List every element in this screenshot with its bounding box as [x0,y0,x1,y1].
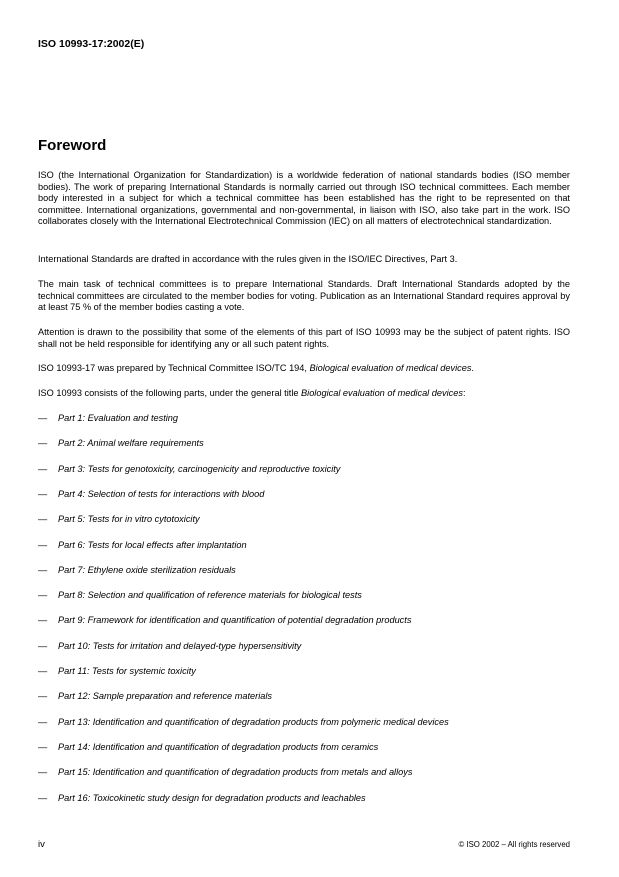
page-title: Foreword [38,137,107,154]
part-title: Part 3: Tests for genotoxicity, carcinogenicity and reproductive toxicity [58,463,341,474]
part-title: Part 13: Identification and quantification of degradation products from polymeric medical devices [58,716,449,727]
paragraph-prepared-by [38,363,570,375]
paragraph-directives: International Standards are drafted in accordance with the rules given in the ISO/IEC Directives, Part 3. [38,254,458,264]
list-dash: — [38,590,48,601]
list-item [38,641,578,653]
list-dash: — [38,640,48,651]
list-dash: — [38,666,48,676]
document-id-header: ISO 10993-17:2002(E) [38,38,145,50]
part-title: Part 5: Tests for in vitro cytotoxicity [58,514,200,525]
list-item [38,464,578,476]
list-dash: — [38,792,48,803]
list-item [38,489,578,501]
prepared-by-text: ISO 10993-17 was prepared by Technical Committee ISO/TC 194, [38,363,310,373]
copyright-notice: © ISO 2002 – All rights reserved [458,840,570,849]
parts-intro-text: ISO 10993 consists of the following parts, under the general title [38,388,302,398]
list-dash: — [38,615,48,626]
paragraph-main-task: The main task of technical committees is to prepare International Standards. Draft International Standards adopted by the technical committees are circulated to the member bodies for voting. Publication as an International Standard requires approval by at least 75 % of the member bodies casting a vote. [38,279,570,313]
paragraph-patent-rights: Attention is drawn to the possibility that some of the elements of this part of ISO 10993 may be the subject of patent rights. ISO shall not be held responsible for identifying any or all such patent rights. [38,327,570,349]
list-item [38,767,578,779]
list-dash: — [38,438,48,449]
list-dash: — [38,564,48,575]
parts-intro-suffix: : [462,388,466,398]
list-item [38,438,578,450]
list-item [38,793,578,805]
part-title: Part 9: Framework for identification and quantification of potential degradation products [58,615,412,626]
list-dash: — [38,767,48,778]
list-item [38,540,578,552]
list-item [38,666,578,678]
list-dash: — [38,488,48,499]
part-title: Part 10: Tests for irritation and delayed-type hypersensitivity [58,640,302,651]
list-dash: — [38,413,48,423]
list-dash: — [38,539,48,550]
part-title: Part 11: Tests for systemic toxicity [58,666,196,676]
list-dash: — [38,741,48,752]
part-title: Part 8: Selection and qualification of reference materials for biological tests [58,590,362,601]
paragraph-iso-intro: ISO (the International Organization for Standardization) is a worldwide federation of national standards bodies (ISO member bodies). The work of preparing International Standards is normally carried out through ISO technical committees. Each member body interested in a subject for which a technical committee has been established has the right to be represented on that committee. International organizations, governmental and non-governmental, in liaison with ISO, also take part in the work. ISO collaborates closely with the International Electrotechnical Commission (IEC) on all matters of electrotechnical standardization. [38,170,570,227]
list-dash: — [38,463,48,474]
part-title: Part 15: Identification and quantification of degradation products from metals and alloys [58,767,413,778]
page-number: iv [38,839,45,850]
part-title: Part 12: Sample preparation and reference materials [58,691,272,702]
prepared-by-suffix: . [471,363,474,373]
part-title: Part 1: Evaluation and testing [58,413,179,423]
part-title: Part 6: Tests for local effects after implantation [58,539,247,550]
part-title: Part 16: Toxicokinetic study design for degradation products and leachables [58,792,366,803]
list-item [38,413,578,425]
list-dash: — [38,514,48,525]
list-item [38,565,578,577]
list-item [38,590,578,602]
list-item [38,717,578,729]
part-title: Part 7: Ethylene oxide sterilization residuals [58,564,236,575]
list-item [38,742,578,754]
part-title: Part 2: Animal welfare requirements [58,438,204,449]
list-item [38,615,578,627]
list-dash: — [38,716,48,727]
part-title: Part 4: Selection of tests for interactions with blood [58,488,265,499]
list-item [38,691,578,703]
part-title: Part 14: Identification and quantification of degradation products from ceramics [58,741,379,752]
paragraph-parts-intro [38,388,570,400]
list-dash: — [38,691,48,702]
parts-intro-title: Biological evaluation of medical devices [301,388,463,398]
list-item [38,514,578,526]
prepared-by-title: Biological evaluation of medical devices [309,363,472,373]
